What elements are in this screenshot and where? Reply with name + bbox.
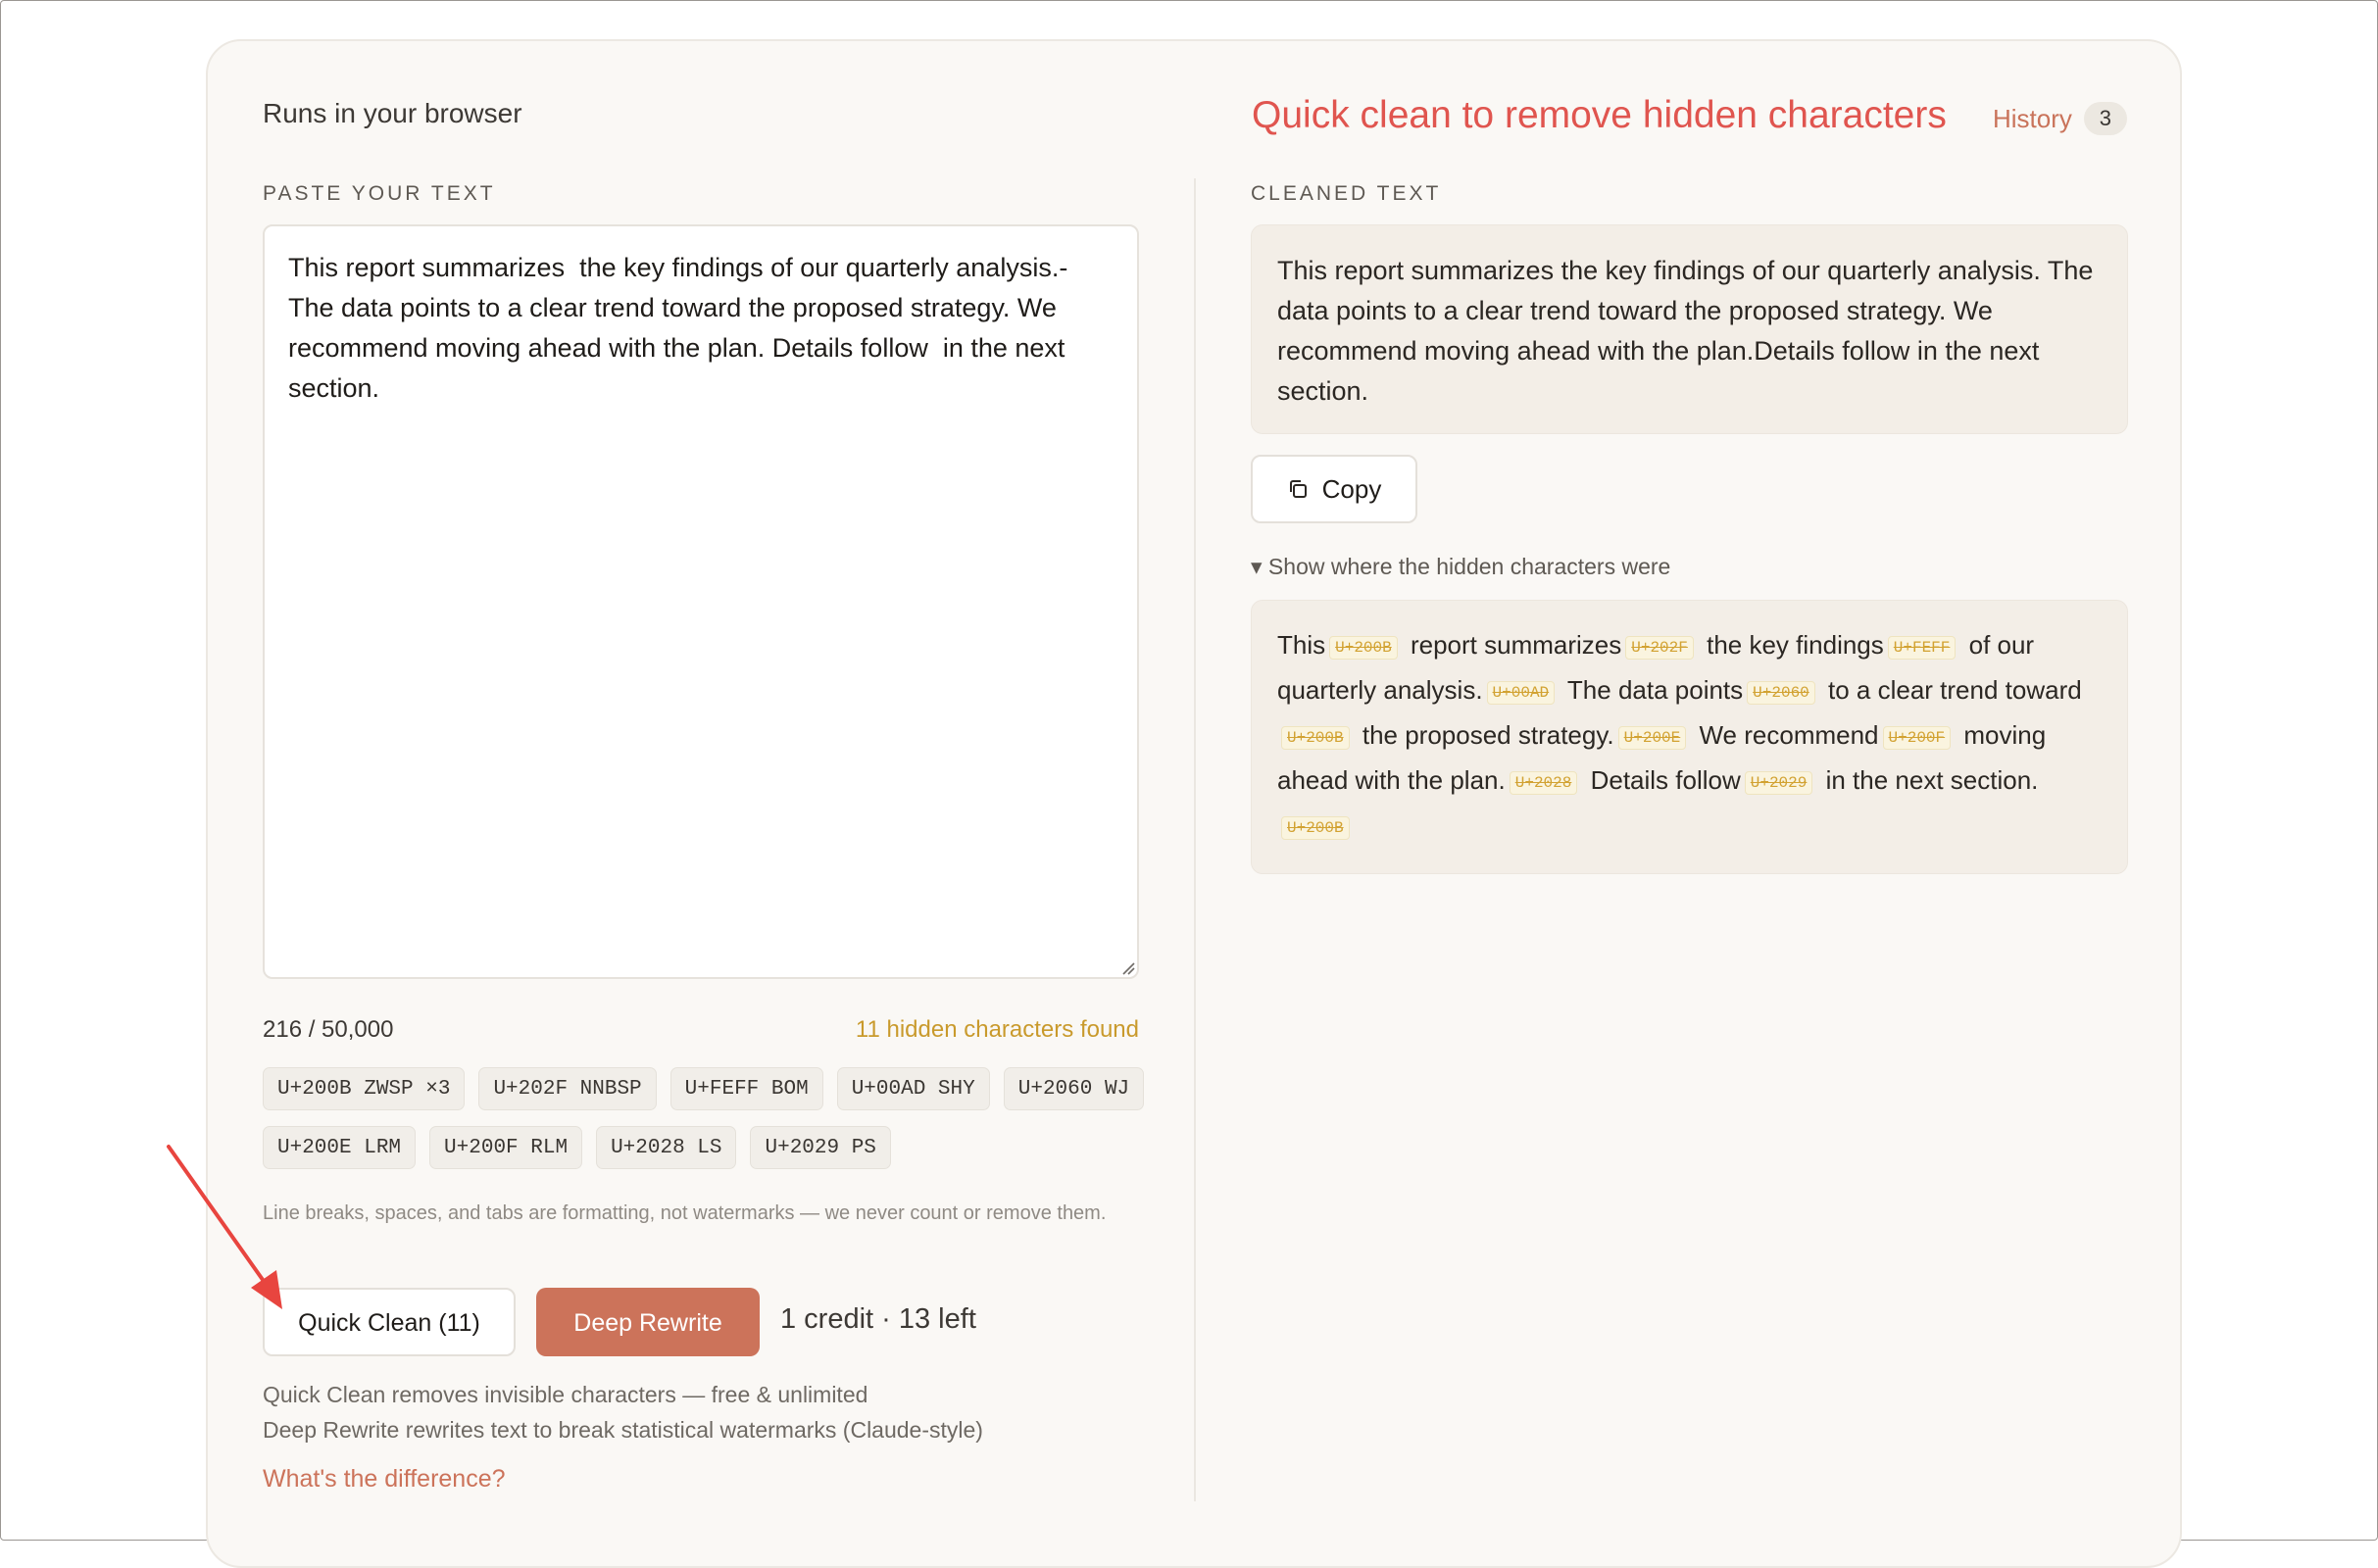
chip-ufeff: U+FEFF BOM xyxy=(670,1067,823,1110)
chip-u00ad: U+00AD SHY xyxy=(837,1067,990,1110)
hidden-char-marker: U+200B xyxy=(1281,726,1350,750)
chip-u202f: U+202F NNBSP xyxy=(478,1067,656,1110)
deep-rewrite-explanation: Deep Rewrite rewrites text to break statistical watermarks (Claude-style) xyxy=(263,1417,983,1443)
hidden-char-marker: U+200F xyxy=(1883,726,1952,750)
runs-in-browser-subtitle: Runs in your browser xyxy=(263,98,522,128)
quick-clean-explanation: Quick Clean removes invisible characters — free & unlimited xyxy=(263,1382,868,1407)
copy-label: Copy xyxy=(1321,473,1382,504)
mode-explanations xyxy=(263,1377,983,1447)
marked-text: of our quarterly analysis. xyxy=(1277,630,2035,705)
chip-u200b: U+200B ZWSP ×3 xyxy=(263,1067,465,1110)
marked-text: in the next section. xyxy=(1825,765,2039,795)
chip-u2028: U+2028 LS xyxy=(596,1126,736,1169)
paste-text-label: PASTE YOUR TEXT xyxy=(263,182,496,205)
red-arrow-icon xyxy=(157,1137,294,1313)
hidden-char-marker: U+2060 xyxy=(1747,681,1815,705)
hidden-char-marker: U+200B xyxy=(1329,636,1398,660)
hidden-char-marker: U+00AD xyxy=(1487,681,1556,705)
chip-u2029: U+2029 PS xyxy=(750,1126,890,1169)
copy-button[interactable] xyxy=(1251,455,1417,523)
history-button[interactable] xyxy=(1993,102,2127,135)
marked-text: the proposed strategy. xyxy=(1362,720,1614,750)
hidden-char-marker: U+FEFF xyxy=(1888,636,1957,660)
character-count: 216 / 50,000 xyxy=(263,1016,394,1043)
hidden-char-marker: U+202F xyxy=(1625,636,1694,660)
credit-info: 1 credit · 13 left xyxy=(780,1303,976,1335)
hidden-char-marker: U+2029 xyxy=(1745,771,1813,795)
cleaned-text-label: CLEANED TEXT xyxy=(1251,182,1442,205)
formatting-note: Line breaks, spaces, and tabs are formatting, not watermarks — we never count or remove them. xyxy=(263,1202,1107,1224)
resize-grip-icon[interactable] xyxy=(1121,961,1135,975)
marked-text: Details follow xyxy=(1590,765,1741,795)
cleaned-text-output: This report summarizes the key findings of our quarterly analysis. The data points to a clear trend toward the proposed strategy. We recommend moving ahead with the plan.Details follow in the next section. xyxy=(1251,224,2128,434)
marked-text: report summarizes xyxy=(1410,630,1622,660)
column-divider xyxy=(1194,178,1196,1501)
history-label: History xyxy=(1993,103,2072,133)
quick-clean-button[interactable]: Quick Clean (11) xyxy=(263,1288,516,1356)
marked-text: to a clear trend toward xyxy=(1828,675,2082,705)
marked-text: This xyxy=(1277,630,1326,660)
hidden-characters-map xyxy=(1251,600,2128,874)
history-count-badge: 3 xyxy=(2084,102,2127,135)
hidden-char-marker: U+200B xyxy=(1281,816,1350,840)
show-hidden-characters-toggle[interactable]: ▾ Show where the hidden characters were xyxy=(1251,554,1671,579)
chip-u200e: U+200E LRM xyxy=(263,1126,416,1169)
marked-text: The data points xyxy=(1566,675,1744,705)
copy-icon xyxy=(1287,478,1309,500)
hidden-char-marker: U+200E xyxy=(1618,726,1687,750)
hidden-char-marker: U+2028 xyxy=(1510,771,1578,795)
hidden-character-chips xyxy=(263,1067,1145,1169)
marked-text: moving ahead with the plan. xyxy=(1277,720,2047,795)
hidden-characters-found: 11 hidden characters found xyxy=(855,1016,1139,1043)
paste-text-input[interactable] xyxy=(263,224,1139,979)
whats-the-difference-link[interactable]: What's the difference? xyxy=(263,1465,506,1493)
chip-u200f: U+200F RLM xyxy=(429,1126,582,1169)
page-headline: Quick clean to remove hidden characters xyxy=(1252,94,1947,136)
deep-rewrite-button[interactable]: Deep Rewrite xyxy=(536,1288,760,1356)
chip-u2060: U+2060 WJ xyxy=(1004,1067,1144,1110)
marked-text: the key findings xyxy=(1707,630,1884,660)
marked-text: We recommend xyxy=(1699,720,1879,750)
